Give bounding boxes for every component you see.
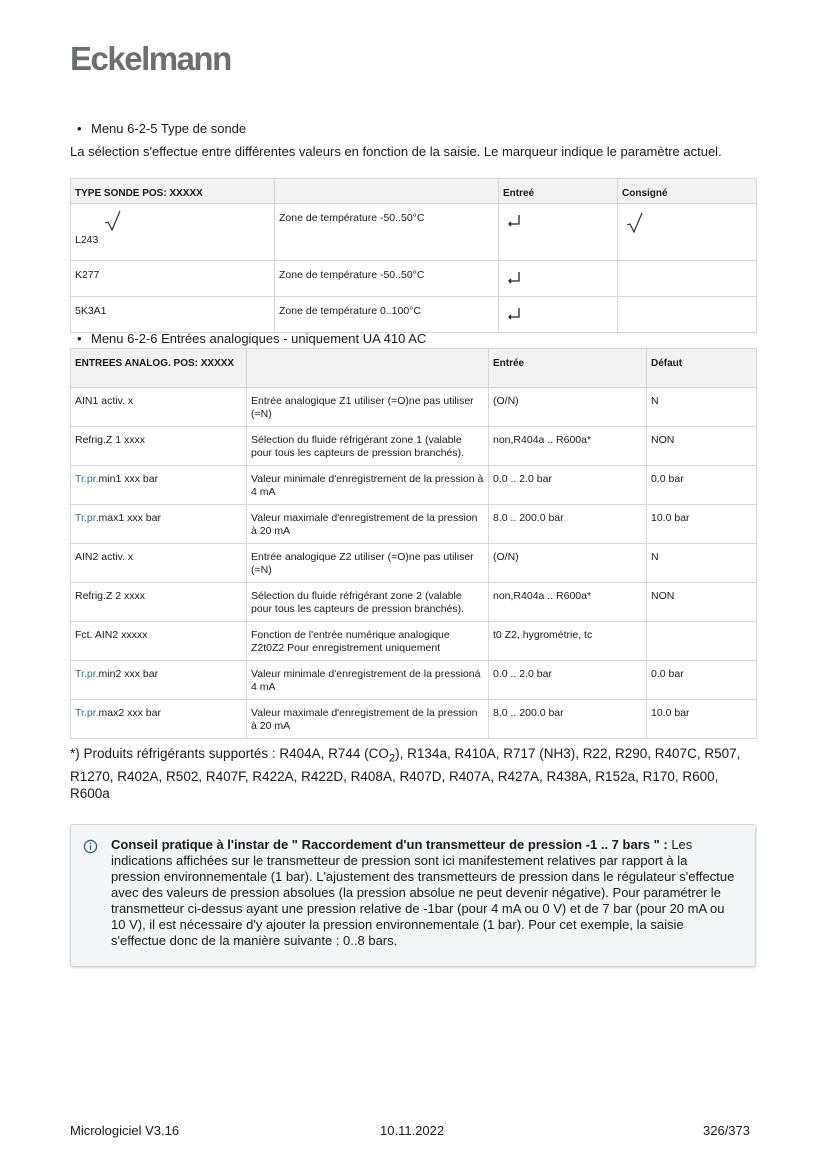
setpoint-cell — [618, 297, 757, 333]
pressure-transmitter-link[interactable]: Tr.pr. — [75, 707, 99, 719]
default-value-cell: N — [647, 544, 757, 583]
description-cell: Entrée analogique Z1 utiliser (=O)ne pas utiliser (=N) — [247, 388, 489, 427]
table-row — [71, 261, 757, 297]
info-icon — [83, 839, 98, 859]
refrigerants-footnote: *) Produits réfrigérants supportés : R404A, R744 $(CO_2)$, R134a, R410A, R717 (NH3), R22, R290, R407C, R507, R1270, R402A, R502, R407F, R422A, R422D, R408A, R407D, R407A, R427A, R438A, R152a, R170, R600, R600a — [70, 746, 741, 801]
table-row — [71, 700, 757, 739]
table-row — [71, 427, 757, 466]
table-header-row — [71, 179, 757, 204]
default-value-cell: 10.0 bar — [647, 505, 757, 544]
column-header — [247, 349, 489, 388]
enter-key-icon — [507, 271, 521, 289]
table-row — [71, 466, 757, 505]
bullet-icon: • — [77, 121, 82, 136]
parameter-cell: AIN2 activ. x — [71, 544, 247, 583]
setpoint-cell — [618, 261, 757, 297]
analog-inputs-table — [70, 348, 757, 739]
input-range-cell: (O/N) — [489, 544, 647, 583]
firmware-version: Micrologiciel V3.16 — [70, 1123, 180, 1138]
column-header: Défaut — [647, 349, 757, 388]
description-cell: Valeur minimale d'enregistrement de la pressioná 4 mA — [247, 661, 489, 700]
entry-cell — [499, 261, 618, 297]
table-row — [71, 297, 757, 333]
bullet-icon: • — [77, 331, 82, 346]
parameter-cell: Tr.pr.min2 xxx bar — [71, 661, 247, 700]
description-cell: Fonction de l'entrée numérique analogique Z2t0Z2 Pour enregistrement uniquement — [247, 622, 489, 661]
default-value-cell: N — [647, 388, 757, 427]
default-value-cell — [647, 622, 757, 661]
description-cell: Zone de température 0..100°C — [275, 297, 499, 333]
table-row — [71, 505, 757, 544]
default-value-cell: 0.0 bar — [647, 661, 757, 700]
practical-tip-box — [70, 824, 756, 967]
marker-icon — [104, 210, 122, 236]
description-cell: Entrée analogique Z2 utiliser (=O)ne pas utiliser (=N) — [247, 544, 489, 583]
pressure-transmitter-link[interactable]: Tr.pr. — [75, 473, 99, 485]
description-cell: Valeur maximale d'enregistrement de la pression à 20 mA — [247, 505, 489, 544]
input-range-cell: non,R404a .. R600a* — [489, 427, 647, 466]
column-header: ENTREES ANALOG. POS: XXXXX — [71, 349, 247, 388]
table-row — [71, 583, 757, 622]
parameter-cell: Refrig.Z 2 xxxx — [71, 583, 247, 622]
column-header: Entreé — [499, 179, 618, 204]
input-range-cell: 8.0 .. 200.0 bar — [489, 505, 647, 544]
description-cell: Zone de température -50..50°C — [275, 261, 499, 297]
default-value-cell: NON — [647, 583, 757, 622]
table-row — [71, 544, 757, 583]
parameter-cell: Tr.pr.max1 xxx bar — [71, 505, 247, 544]
section2-heading: • Menu 6-2-6 Entrées analogiques - uniquement UA 410 AC — [77, 331, 427, 346]
pressure-transmitter-link[interactable]: Tr.pr. — [75, 668, 99, 680]
pressure-transmitter-link[interactable]: Tr.pr. — [75, 512, 99, 524]
page-number: 326/373 — [703, 1123, 750, 1138]
input-range-cell: 8.0 .. 200.0 bar — [489, 700, 647, 739]
probe-type-table — [70, 178, 757, 333]
marker-icon — [626, 212, 644, 238]
parameter-cell: AIN1 activ. x — [71, 388, 247, 427]
description-cell: Zone de température -50..50°C — [275, 204, 499, 261]
input-range-cell: (O/N) — [489, 388, 647, 427]
input-range-cell: 0.0 .. 2.0 bar — [489, 466, 647, 505]
probe-name-cell: L243 — [71, 204, 275, 261]
probe-name-cell: K277 — [71, 261, 275, 297]
table-row — [71, 388, 757, 427]
table-header-row — [71, 349, 757, 388]
section1-heading: • Menu 6-2-5 Type de sonde — [77, 121, 247, 136]
parameter-cell: Refrig.Z 1 xxxx — [71, 427, 247, 466]
table-row — [71, 204, 757, 261]
input-range-cell: 0.0 .. 2.0 bar — [489, 661, 647, 700]
parameter-cell: Tr.pr.max2 xxx bar — [71, 700, 247, 739]
column-header — [275, 179, 499, 204]
entry-cell — [499, 297, 618, 333]
parameter-cell: Tr.pr.min1 xxx bar — [71, 466, 247, 505]
default-value-cell: 10.0 bar — [647, 700, 757, 739]
setpoint-cell — [618, 204, 757, 261]
column-header: TYPE SONDE POS: XXXXX — [71, 179, 275, 204]
table-row — [71, 622, 757, 661]
probe-name-cell: 5K3A1 — [71, 297, 275, 333]
input-range-cell: non,R404a .. R600a* — [489, 583, 647, 622]
enter-key-icon — [507, 307, 521, 325]
default-value-cell: NON — [647, 427, 757, 466]
parameter-cell: Fct. AIN2 xxxxx — [71, 622, 247, 661]
column-header: Consigné — [618, 179, 757, 204]
description-cell: Sélection du fluide réfrigérant zone 1 (valable pour tous les capteurs de pression branchés). — [247, 427, 489, 466]
brand-logo: Eckelmann — [70, 40, 231, 77]
input-range-cell: t0 Z2, hygrométrie, tc — [489, 622, 647, 661]
description-cell: Valeur maximale d'enregistrement de la pression à 20 mA — [247, 700, 489, 739]
section1-intro: La sélection s'effectue entre différentes valeurs en fonction de la saisie. Le marqueur indique le paramètre actuel. — [70, 144, 722, 159]
default-value-cell: 0.0 bar — [647, 466, 757, 505]
entry-cell — [499, 204, 618, 261]
description-cell: Sélection du fluide réfrigérant zone 2 (valable pour tous les capteurs de pression branchés). — [247, 583, 489, 622]
document-date: 10.11.2022 — [380, 1123, 445, 1138]
tip-text: Conseil pratique à l'instar de " Raccordement d'un transmetteur de pression -1 .. 7 bars " : Les indications affichées sur le transmetteur de pression sont ici manifestement relatives par rapport à la pression environnementale (1 bar). L'ajustement des transmetteurs de pression dans le régulateur s'effectue avec des valeurs de pression absolues (la pression absolue ne peut devenir négative). Pour paramétrer le transmetteur ci-dessus ayant une pression relative de -1bar (pour 4 mA ou 0 V) et de 7 bar (pour 20 mA ou 10 V), il est nécessaire d'y ajouter la pression environnementale (1 bar). Pour cet exemple, la saisie s'effectue donc de la manière suivante : 0..8 bars. — [111, 837, 735, 948]
column-header: Entrée — [489, 349, 647, 388]
table-row — [71, 661, 757, 700]
enter-key-icon — [507, 214, 521, 232]
description-cell: Valeur minimale d'enregistrement de la pression à 4 mA — [247, 466, 489, 505]
